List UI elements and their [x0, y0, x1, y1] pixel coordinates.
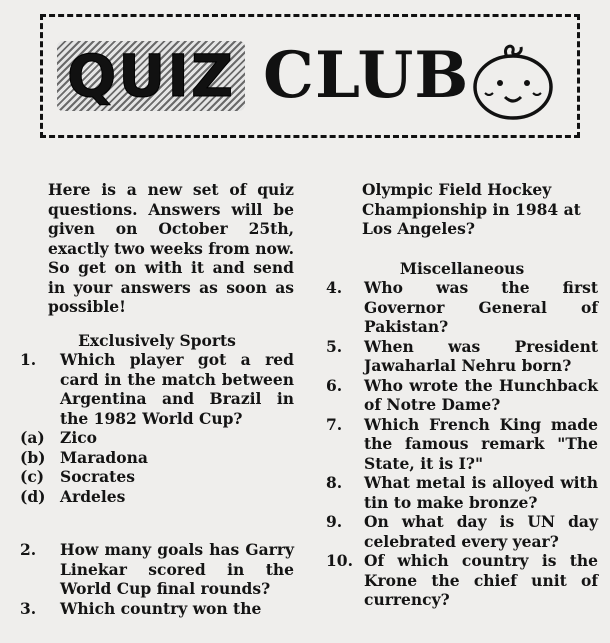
question-7 [326, 415, 598, 474]
banner-title [57, 33, 469, 119]
question-1-options [20, 428, 294, 506]
option-text: Ardeles [60, 486, 126, 506]
option-d [20, 487, 294, 507]
option-letter: (d) [20, 486, 46, 506]
option-text: Maradona [60, 447, 148, 467]
question-number: 1. [20, 350, 37, 369]
spacer [20, 506, 294, 540]
question-4 [326, 278, 598, 337]
question-number: 9. [326, 512, 343, 531]
question-1 [20, 350, 294, 428]
option-letter: (b) [20, 447, 46, 467]
option-b [20, 448, 294, 468]
question-number: 2. [20, 540, 37, 559]
left-column [20, 180, 294, 618]
question-10 [326, 551, 598, 610]
question-text: Which country won the [60, 598, 262, 618]
question-5 [326, 337, 598, 376]
section-heading-misc: Miscellaneous [399, 258, 525, 278]
question-number: 4. [326, 278, 343, 297]
question-3 [20, 599, 294, 619]
title-quiz: QUIZ [57, 41, 245, 111]
question-6 [326, 376, 598, 415]
question-text: When was President Jawaharlal Nehru born? [364, 336, 598, 375]
right-column [326, 180, 598, 610]
question-number: 3. [20, 598, 37, 618]
quiz-club-banner [40, 14, 580, 138]
question-text: Of which country is the Krone the chief unit of currency? [364, 551, 598, 609]
question-number: 8. [326, 473, 343, 492]
question-text: Which player got a red card in the match between Argentina and Brazil in the 1982 World Cup? [60, 350, 294, 428]
question-2 [20, 540, 294, 599]
question-number: 7. [326, 414, 343, 434]
question-text: How many goals has Garry Linekar scored in the World Cup final rounds? [60, 540, 294, 598]
option-a [20, 428, 294, 448]
question-text: On what day is UN day celebrated every year? [364, 512, 598, 551]
question-8 [326, 473, 598, 512]
question-3-continuation: Olympic Field Hockey Championship in 1984 at Los Angeles? [362, 180, 581, 238]
question-9 [326, 512, 598, 551]
question-text: What metal is alloyed with tin to make bronze? [364, 473, 598, 512]
question-text: Who was the first Governor General of Pakistan? [364, 278, 598, 336]
question-number: 5. [326, 336, 343, 356]
title-club: CLUB [263, 38, 470, 113]
option-c [20, 467, 294, 487]
question-text: Which French King made the famous remark "The State, it is I?" [364, 414, 598, 473]
section-heading-sports: Exclusively Sports [78, 330, 236, 350]
intro-paragraph: Here is a new set of quiz questions. Answers will be given on October 25th, exactly two weeks from now. So get on with it and send in your answers as soon as possible! [48, 180, 294, 316]
option-letter: (a) [20, 428, 45, 447]
option-text: Zico [60, 428, 97, 447]
option-text: Socrates [60, 467, 135, 486]
option-letter: (c) [20, 467, 45, 486]
question-text: Who wrote the Hunchback of Notre Dame? [364, 375, 598, 414]
question-number: 6. [326, 375, 343, 395]
question-number: 10. [326, 551, 353, 570]
baby-face-icon [467, 41, 559, 121]
